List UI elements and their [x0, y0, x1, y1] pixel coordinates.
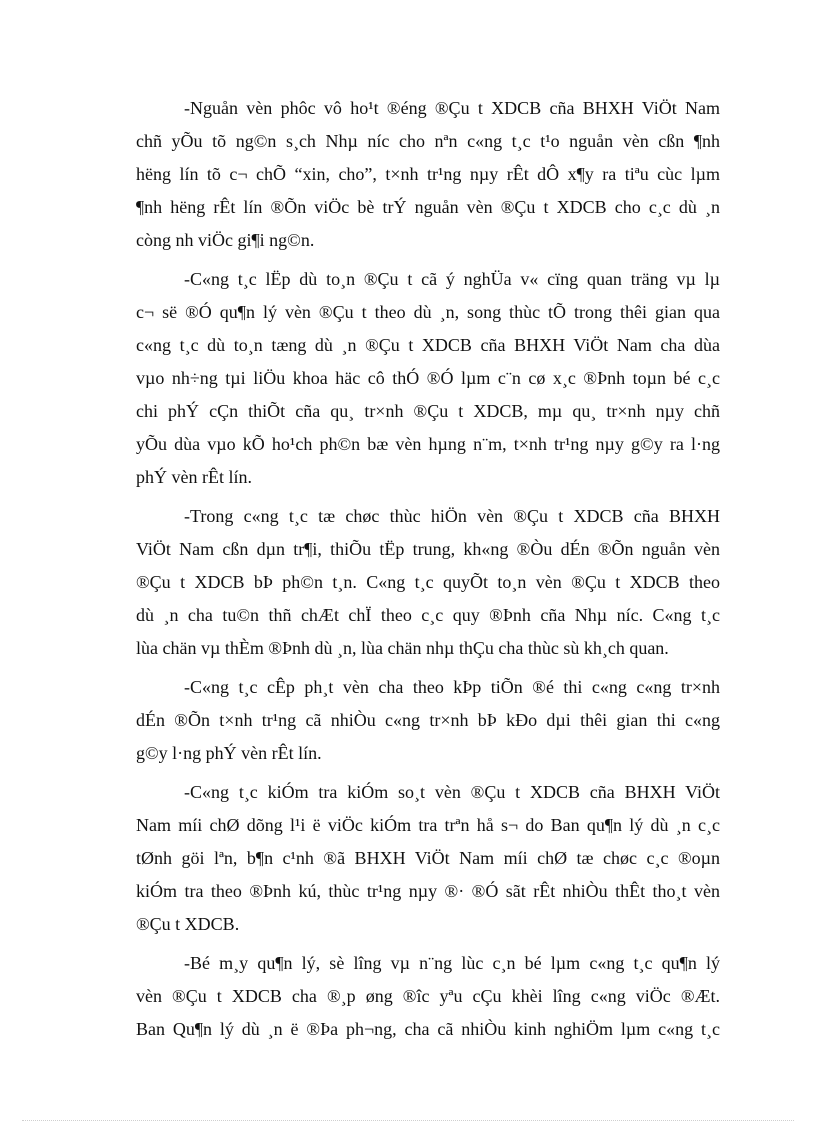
text-line: lùa chän vµ thÈm ®Þnh dù ¸n, lùa chän nhµ thÇu cha thùc sù kh¸ch quan.	[136, 638, 669, 658]
text-line: dù ¸n cha tu©n thñ chÆt chÏ theo c¸c quy ®Þnh cña Nhµ níc. C«ng t¸c	[136, 605, 720, 625]
text-line: ¶nh hëng rÊt lín ®Õn viÖc bè trÝ nguån vèn ®Çu t XDCB cho c¸c dù ¸n	[136, 197, 720, 217]
text-line: hëng lín tõ c¬ chÕ “xin, cho”, t×nh tr¹ng nµy rÊt dÔ x¶y ra tiªu cùc lµm	[136, 164, 720, 184]
text-line: vèn ®Çu t XDCB cha ®¸p øng ®îc yªu cÇu khèi lîng c«ng viÖc ®Æt.	[136, 986, 720, 1006]
text-line: ®Çu t XDCB.	[136, 914, 240, 934]
text-line: ®Çu t XDCB bÞ ph©n t¸n. C«ng t¸c quyÕt to¸n vèn ®Çu t XDCB theo	[136, 572, 720, 592]
text-line: -C«ng t¸c lËp dù to¸n ®Çu t cã ý nghÜa v« cïng quan träng vµ lµ	[184, 269, 720, 289]
text-line: -Nguån vèn phôc vô ho¹t ®éng ®Çu t XDCB cña BHXH ViÖt Nam	[184, 98, 720, 118]
text-line: phÝ vèn rÊt lín.	[136, 467, 252, 487]
text-line: c¬ së ®Ó qu¶n lý vèn ®Çu t theo dù ¸n, song thùc tÕ trong thêi gian qua	[136, 302, 720, 322]
text-line: chi phÝ cÇn thiÕt cña qu¸ tr×nh ®Çu t XDCB, mµ qu¸ tr×nh nµy chñ	[136, 401, 720, 421]
text-line: -Trong c«ng t¸c tæ chøc thùc hiÖn vèn ®Çu t XDCB cña BHXH	[184, 506, 720, 526]
paragraph-1	[136, 92, 720, 257]
text-line: g©y l·ng phÝ vèn rÊt lín.	[136, 743, 322, 763]
text-line: dÉn ®Õn t×nh tr¹ng cã nhiÒu c«ng tr×nh bÞ kÐo dµi thêi gian thi c«ng	[136, 710, 720, 730]
text-line: Ban Qu¶n lý dù ¸n ë ®Þa ph¬ng, cha cã nhiÒu kinh nghiÖm lµm c«ng t¸c	[136, 1019, 720, 1039]
text-line: tØnh göi lªn, b¶n c¹nh ®ã BHXH ViÖt Nam míi chØ tæ chøc c¸c ®oµn	[136, 848, 720, 868]
text-line: -Bé m¸y qu¶n lý, sè lîng vµ n¨ng lùc c¸n bé lµm c«ng t¸c qu¶n lý	[184, 953, 720, 973]
document-body	[136, 92, 720, 1052]
paragraph-5	[136, 776, 720, 941]
text-line: còng nh viÖc gi¶i ng©n.	[136, 230, 315, 250]
paragraph-3	[136, 500, 720, 665]
paragraph-6	[136, 947, 720, 1046]
text-line: -C«ng t¸c kiÓm tra kiÓm so¸t vèn ®Çu t XDCB cña BHXH ViÖt	[184, 782, 720, 802]
text-line: Nam míi chØ dõng l¹i ë viÖc kiÓm tra trªn hå s¬ do Ban qu¶n lý dù ¸n c¸c	[136, 815, 720, 835]
paragraph-4	[136, 671, 720, 770]
text-line: yÕu dùa vµo kÕ ho¹ch ph©n bæ vèn hµng n¨m, t×nh tr¹ng nµy g©y ra l·ng	[136, 434, 720, 454]
text-line: vµo nh÷ng tµi liÖu khoa häc cô thÓ ®Ó lµm c¨n cø x¸c ®Þnh toµn bé c¸c	[136, 368, 720, 388]
page-bottom-divider	[22, 1120, 794, 1121]
text-line: ViÖt Nam cßn dµn tr¶i, thiÕu tËp trung, kh«ng ®Òu dÉn ®Õn nguån vèn	[136, 539, 720, 559]
text-line: kiÓm tra theo ®Þnh kú, thùc tr¹ng nµy ®· ®Ó sãt rÊt nhiÒu thÊt tho¸t vèn	[136, 881, 720, 901]
text-line: c«ng t¸c dù to¸n tæng dù ¸n ®Çu t XDCB cña BHXH ViÖt Nam cha dùa	[136, 335, 720, 355]
paragraph-2	[136, 263, 720, 494]
text-line: -C«ng t¸c cÊp ph¸t vèn cha theo kÞp tiÕn ®é thi c«ng c«ng tr×nh	[184, 677, 720, 697]
text-line: chñ yÕu tõ ng©n s¸ch Nhµ níc cho nªn c«ng t¸c t¹o nguån vèn cßn ¶nh	[136, 131, 720, 151]
